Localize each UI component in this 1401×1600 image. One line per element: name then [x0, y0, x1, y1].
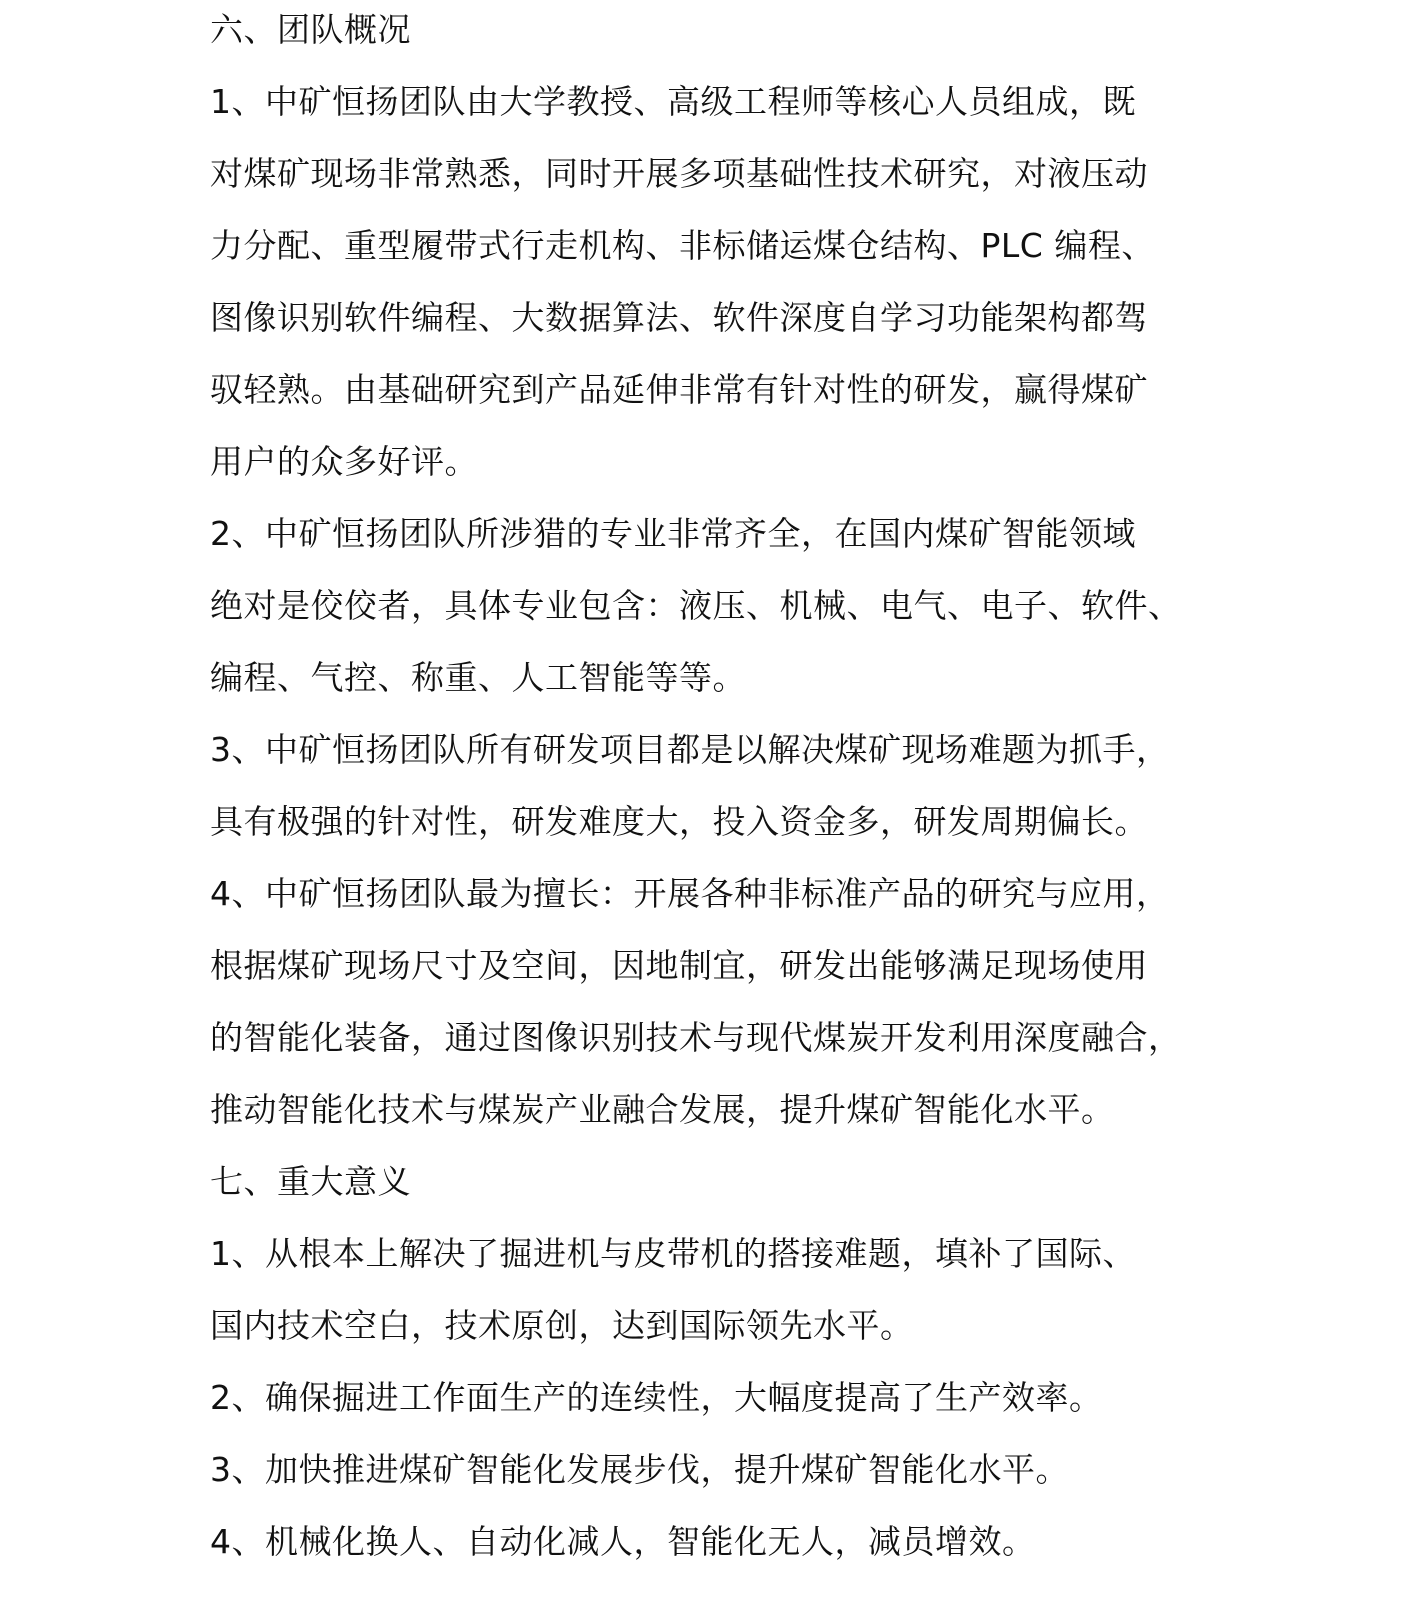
paragraph-line: 3、中矿恒扬团队所有研发项目都是以解决煤矿现场难题为抓手， — [210, 730, 1170, 769]
paragraph-line: 用户的众多好评。 — [210, 442, 478, 481]
paragraph-line: 4、机械化换人、自动化减人，智能化无人，减员增效。 — [210, 1522, 1036, 1561]
paragraph-line: 3、加快推进煤矿智能化发展步伐，提升煤矿智能化水平。 — [210, 1450, 1069, 1489]
paragraph-line: 的智能化装备，通过图像识别技术与现代煤炭开发利用深度融合， — [210, 1018, 1182, 1057]
paragraph-line: 绝对是佼佼者，具体专业包含：液压、机械、电气、电子、软件、 — [210, 586, 1182, 625]
paragraph-line: 力分配、重型履带式行走机构、非标储运煤仓结构、PLC 编程、 — [210, 226, 1155, 265]
paragraph-line: 根据煤矿现场尺寸及空间，因地制宜，研发出能够满足现场使用 — [210, 946, 1148, 985]
paragraph-line: 1、中矿恒扬团队由大学教授、高级工程师等核心人员组成，既 — [210, 82, 1136, 121]
paragraph-line: 对煤矿现场非常熟悉，同时开展多项基础性技术研究，对液压动 — [210, 154, 1148, 193]
section-heading-team-overview: 六、团队概况 — [210, 10, 411, 49]
paragraph-line: 驭轻熟。由基础研究到产品延伸非常有针对性的研发，赢得煤矿 — [210, 370, 1148, 409]
paragraph-line: 编程、气控、称重、人工智能等等。 — [210, 658, 746, 697]
paragraph-line: 具有极强的针对性，研发难度大，投入资金多，研发周期偏长。 — [210, 802, 1148, 841]
paragraph-line: 1、从根本上解决了掘进机与皮带机的搭接难题，填补了国际、 — [210, 1234, 1136, 1273]
section-heading-significance: 七、重大意义 — [210, 1162, 411, 1201]
paragraph-line: 图像识别软件编程、大数据算法、软件深度自学习功能架构都驾 — [210, 298, 1148, 337]
paragraph-line: 推动智能化技术与煤炭产业融合发展，提升煤矿智能化水平。 — [210, 1090, 1115, 1129]
paragraph-line: 4、中矿恒扬团队最为擅长：开展各种非标准产品的研究与应用， — [210, 874, 1170, 913]
paragraph-line: 2、确保掘进工作面生产的连续性，大幅度提高了生产效率。 — [210, 1378, 1103, 1417]
paragraph-line: 2、中矿恒扬团队所涉猎的专业非常齐全，在国内煤矿智能领域 — [210, 514, 1136, 553]
paragraph-line: 国内技术空白，技术原创，达到国际领先水平。 — [210, 1306, 914, 1345]
